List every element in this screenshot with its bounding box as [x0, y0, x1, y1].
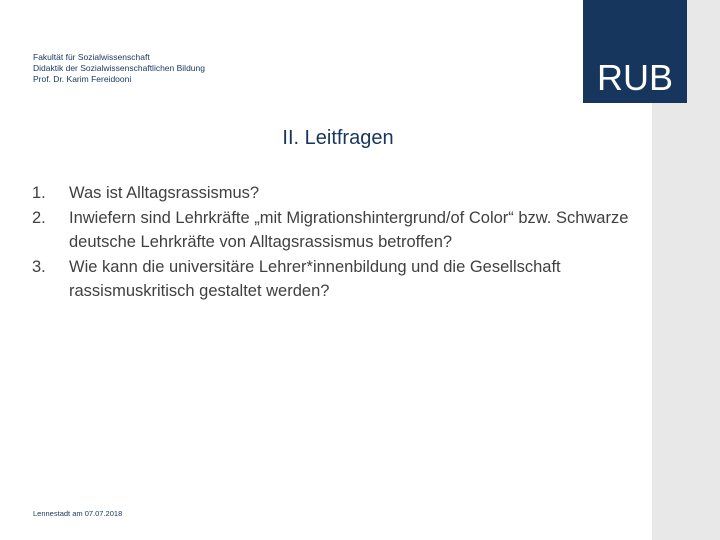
department-line: Didaktik der Sozialwissenschaftlichen Bildung [33, 63, 205, 73]
professor-line: Prof. Dr. Karim Fereidooni [33, 74, 132, 84]
list-number: 1. [32, 184, 46, 202]
list-item [32, 206, 632, 255]
list-text: Was ist Alltagsrassismus? [69, 184, 260, 202]
list-number: 3. [32, 257, 46, 276]
institution-header [33, 52, 205, 85]
list-number: 2. [32, 208, 46, 227]
logo-text: RUB [596, 57, 673, 98]
list-text: Wie kann die universitäre Lehrer*innenbildung und die Gesellschaft rassismuskritisch gestaltet werden? [69, 257, 561, 300]
question-list [32, 181, 632, 304]
list-item [32, 255, 632, 304]
slide-title: II. Leitfragen [282, 127, 394, 149]
faculty-line: Fakultät für Sozialwissenschaft [33, 52, 150, 62]
rub-logo [583, 0, 687, 103]
footer-text: Lennestadt am 07.07.2018 [33, 509, 123, 518]
list-item [32, 181, 632, 206]
list-text: Inwiefern sind Lehrkräfte „mit Migrationshintergrund/of Color“ bzw. Schwarze deutsche Lehrkräfte von Alltagsrassismus betroffen? [69, 208, 629, 251]
